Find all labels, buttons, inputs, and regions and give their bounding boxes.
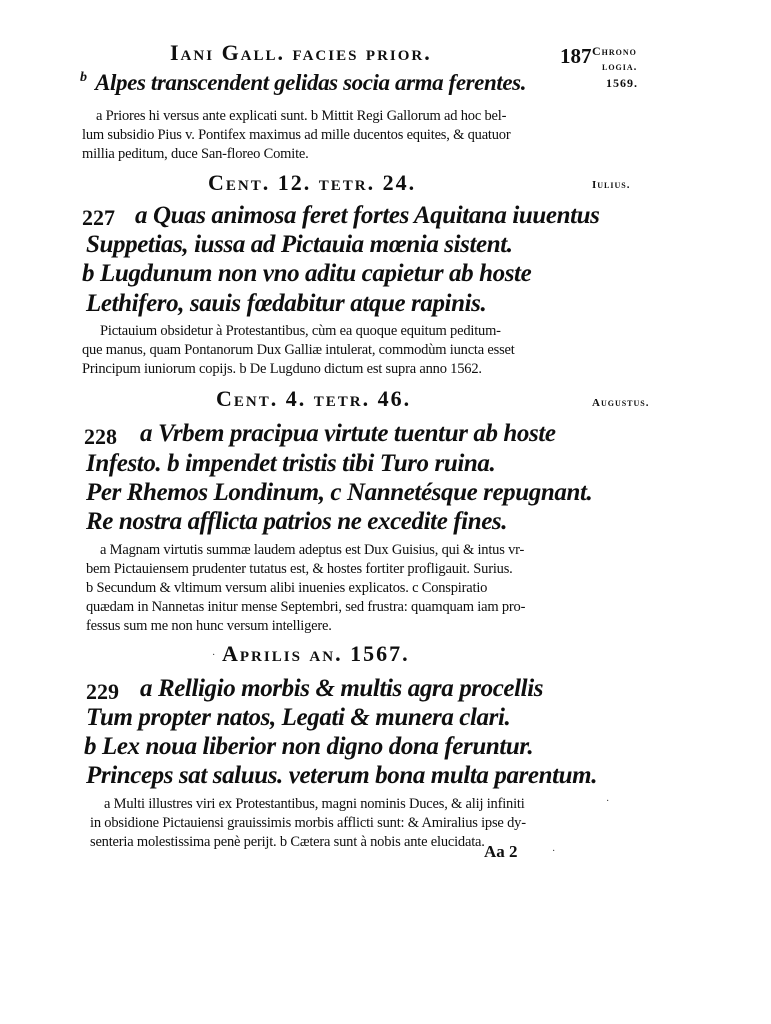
note-line: a Multi illustres viri ex Protestantibus, magni nominis Duces, & alij infiniti — [104, 796, 525, 812]
top-verse-marker: b — [80, 70, 87, 86]
notes-228 — [86, 541, 525, 636]
margin-chronology-1: Chrono — [592, 44, 637, 58]
margin-month-augustus: Augustus. — [592, 397, 650, 409]
top-verse-text: Alpes transcendent gelidas socia arma ferentes. — [95, 70, 527, 95]
tick-mark: · — [552, 846, 556, 857]
top-verse — [80, 70, 526, 96]
catchword-signature: Aa 2 — [484, 842, 518, 861]
note-line: a Priores hi versus ante explicati sunt. b Mittit Regi Gallorum ad hoc bel- — [96, 108, 507, 124]
section-title-cent-12: Cent. 12. tetr. 24. — [208, 170, 417, 195]
verse-number-228: 228 — [84, 424, 117, 449]
note-line: que manus, quam Pontanorum Dux Galliæ intulerat, commodùm iuncta esset — [82, 342, 515, 358]
verse-line: Re nostra afflicta patrios ne excedite fines. — [86, 508, 508, 535]
note-line: fessus sum me non hunc versum intelligere. — [86, 618, 332, 634]
verse-line: b Lex noua liberior non digno dona feruntur. — [84, 733, 534, 760]
note-line: b Secundum & vltimum versum alibi inuenies explicatos. c Conspiratio — [86, 580, 488, 596]
note-line: senteria molestissima penè perijt. b Cætera sunt à nobis ante elucidata. — [90, 834, 485, 850]
note-line: Pictauium obsidetur à Protestantibus, cùm ea quoque equitum peditum- — [100, 323, 501, 339]
section-title-aprilis: Aprilis an. 1567. — [222, 641, 410, 666]
top-notes — [82, 107, 511, 164]
page-number: 187 — [560, 44, 592, 68]
verse-line: a Vrbem pracipua virtute tuentur ab hoste — [140, 420, 556, 447]
tick-mark: · — [606, 796, 610, 807]
note-line: a Magnam virtutis summæ laudem adeptus est Dux Guisius, qui & intus vr- — [100, 542, 525, 558]
verse-line: Per Rhemos Londinum, c Nannetésque repugnant. — [86, 479, 593, 506]
margin-month-iulius: Iulius. — [592, 179, 631, 191]
running-title: Iani Gall. facies prior. — [170, 40, 432, 65]
margin-chronology-2: logia. — [602, 61, 638, 73]
verse-line: b Lugdunum non vno aditu capietur ab hoste — [82, 260, 532, 287]
verse-line: a Quas animosa feret fortes Aquitana iuuentus — [135, 202, 600, 229]
verse-line: Princeps sat saluus. veterum bona multa parentum. — [86, 762, 598, 789]
tick-mark: · — [212, 650, 216, 661]
note-line: lum subsidio Pius v. Pontifex maximus ad mille ducentos equites, & quatuor — [82, 127, 511, 143]
verse-number-229: 229 — [86, 679, 119, 704]
verse-line: Lethifero, sauis fœdabitur atque rapinis. — [86, 290, 487, 317]
verse-line: a Relligio morbis & multis agra procellis — [140, 675, 544, 702]
notes-229 — [90, 795, 526, 852]
verse-line: Suppetias, iussa ad Pictauia mœnia sistent. — [86, 231, 513, 258]
note-line: bem Pictauiensem prudenter tutatus est, & hostes fortiter profligauit. Surius. — [86, 561, 513, 577]
section-title-cent-4: Cent. 4. tetr. 46. — [216, 386, 412, 411]
note-line: Principum iuniorum copijs. b De Lugduno dictum est supra anno 1562. — [82, 361, 482, 377]
note-line: millia peditum, duce San-floreo Comite. — [82, 146, 309, 162]
verse-line: Tum propter natos, Legati & munera clari. — [86, 704, 511, 731]
note-line: quædam in Nannetas initur mense Septembri, sed frustra: quamquam iam pro- — [86, 599, 526, 615]
margin-chronology-3: 1569. — [606, 76, 638, 90]
note-line: in obsidione Pictauiensi grauissimis morbis afflicti sunt: & Amiralius ipse dy- — [90, 815, 526, 831]
verse-line: Infesto. b impendet tristis tibi Turo ruina. — [86, 450, 496, 477]
verse-number-227: 227 — [82, 205, 115, 230]
notes-227 — [82, 322, 515, 379]
